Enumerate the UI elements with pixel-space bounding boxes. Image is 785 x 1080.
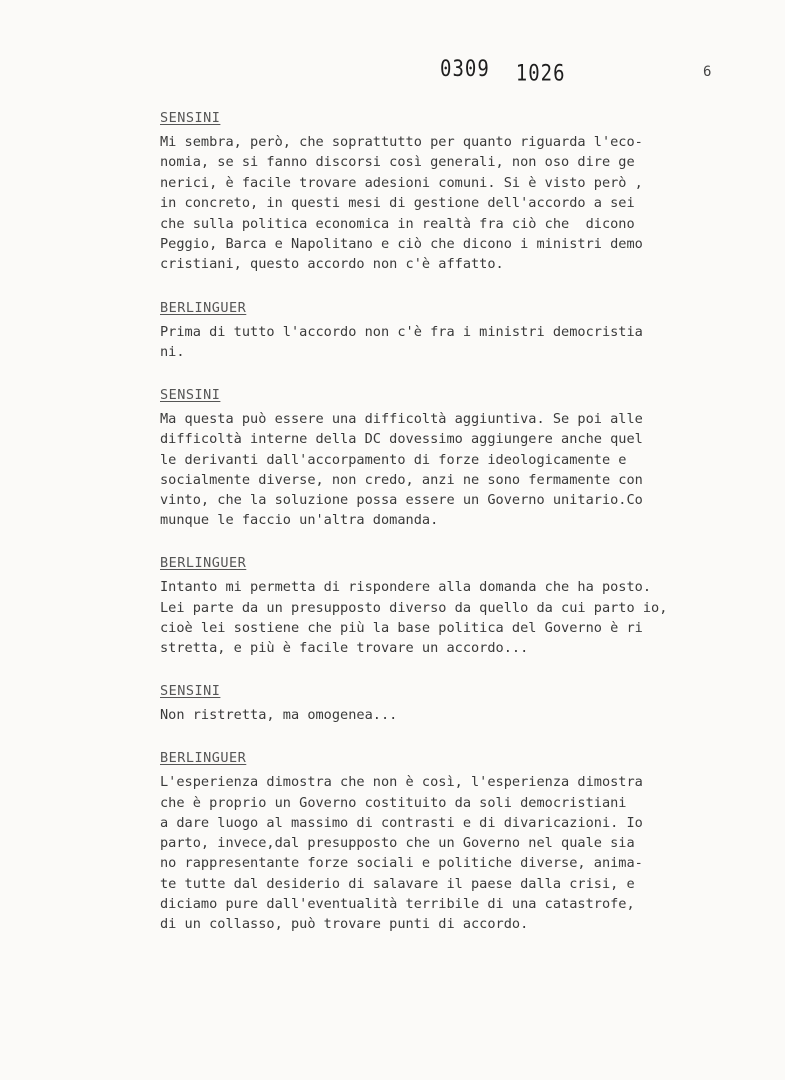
speech-line: diciamo pure dall'eventualità terribile di una catastrofe, (160, 895, 635, 912)
speech-line: cioè lei sostiene che più la base politica del Governo è ri (160, 619, 643, 636)
speech-line: nerici, è facile trovare adesioni comuni. Si è visto però , (160, 174, 643, 191)
speaker-name: SENSINI (160, 387, 221, 404)
speech-line: L'esperienza dimostra che non è così, l'esperienza dimostra (160, 774, 643, 791)
speech-line: no rappresentante forze sociali e politiche diverse, anima- (160, 855, 643, 872)
speech-line: cristiani, questo accordo non c'è affatto. (160, 256, 504, 273)
speech-line: Ma questa può essere una difficoltà aggiuntiva. Se poi alle (160, 411, 643, 428)
speech-line: Mi sembra, però, che soprattutto per quanto riguarda l'eco- (160, 134, 643, 150)
transcript-exchange (160, 298, 720, 362)
speech-text (160, 705, 720, 725)
speech-text (160, 409, 720, 530)
transcript-exchange (160, 385, 720, 530)
speech-line: in concreto, in questi mesi di gestione dell'accordo a sei (160, 195, 635, 212)
speech-line: difficoltà interne della DC dovessimo aggiungere anche quel (160, 431, 643, 448)
speech-line: di un collasso, può trovare punti di accordo. (160, 915, 529, 932)
speaker-name: BERLINGUER (160, 555, 247, 572)
interview-transcript (160, 108, 720, 957)
speech-line: stretta, e più è facile trovare un accordo... (160, 640, 529, 657)
speech-line: te tutte dal desiderio di salavare il paese dalla crisi, e (160, 875, 635, 892)
transcript-exchange (160, 553, 720, 658)
speech-text (160, 132, 720, 275)
speech-line: nomia, se si fanno discorsi così generali, non oso dire ge (160, 154, 635, 171)
speech-line: che è proprio un Governo costituito da soli democristiani (160, 794, 627, 811)
speech-line: a dare luogo al massimo di contrasti e di divaricazioni. Io (160, 814, 643, 831)
speech-line: Prima di tutto l'accordo non c'è fra i ministri democristia (160, 323, 643, 340)
speech-line: ni. (160, 344, 185, 361)
speech-line: Lei parte da un presupposto diverso da quello da cui parto io, (160, 599, 668, 616)
speech-line: munque le faccio un'altra domanda. (160, 512, 439, 529)
speech-text (160, 322, 720, 362)
transcript-exchange (160, 108, 720, 275)
document-number-stamp (440, 56, 566, 87)
speech-line: che sulla politica economica in realtà fra ciò che dicono (160, 215, 635, 232)
speech-line: Peggio, Barca e Napolitano e ciò che dicono i ministri demo (160, 236, 643, 253)
speech-line: vinto, che la soluzione possa essere un Governo unitario.Co (160, 492, 643, 509)
speaker-name: SENSINI (160, 110, 221, 126)
speaker-name: SENSINI (160, 683, 221, 700)
speech-line: le derivanti dall'accorpamento di forze ideologicamente e (160, 451, 627, 468)
speech-text (160, 772, 720, 934)
speech-line: parto, invece,dal presupposto che un Governo nel quale sia (160, 835, 635, 852)
speech-text (160, 577, 720, 658)
transcript-exchange (160, 681, 720, 725)
speech-line: socialmente diverse, non credo, anzi ne sono fermamente con (160, 471, 643, 488)
speaker-name: BERLINGUER (160, 299, 247, 316)
document-number-secondary: 1026 (515, 60, 566, 87)
transcript-exchange (160, 748, 720, 934)
speech-line: Non ristretta, ma omogenea... (160, 707, 398, 724)
speaker-name: BERLINGUER (160, 750, 247, 767)
document-number-primary: 0309 (440, 56, 490, 82)
speech-line: Intanto mi permetta di rispondere alla domanda che ha posto. (160, 579, 652, 596)
page-number: 6 (703, 64, 712, 80)
